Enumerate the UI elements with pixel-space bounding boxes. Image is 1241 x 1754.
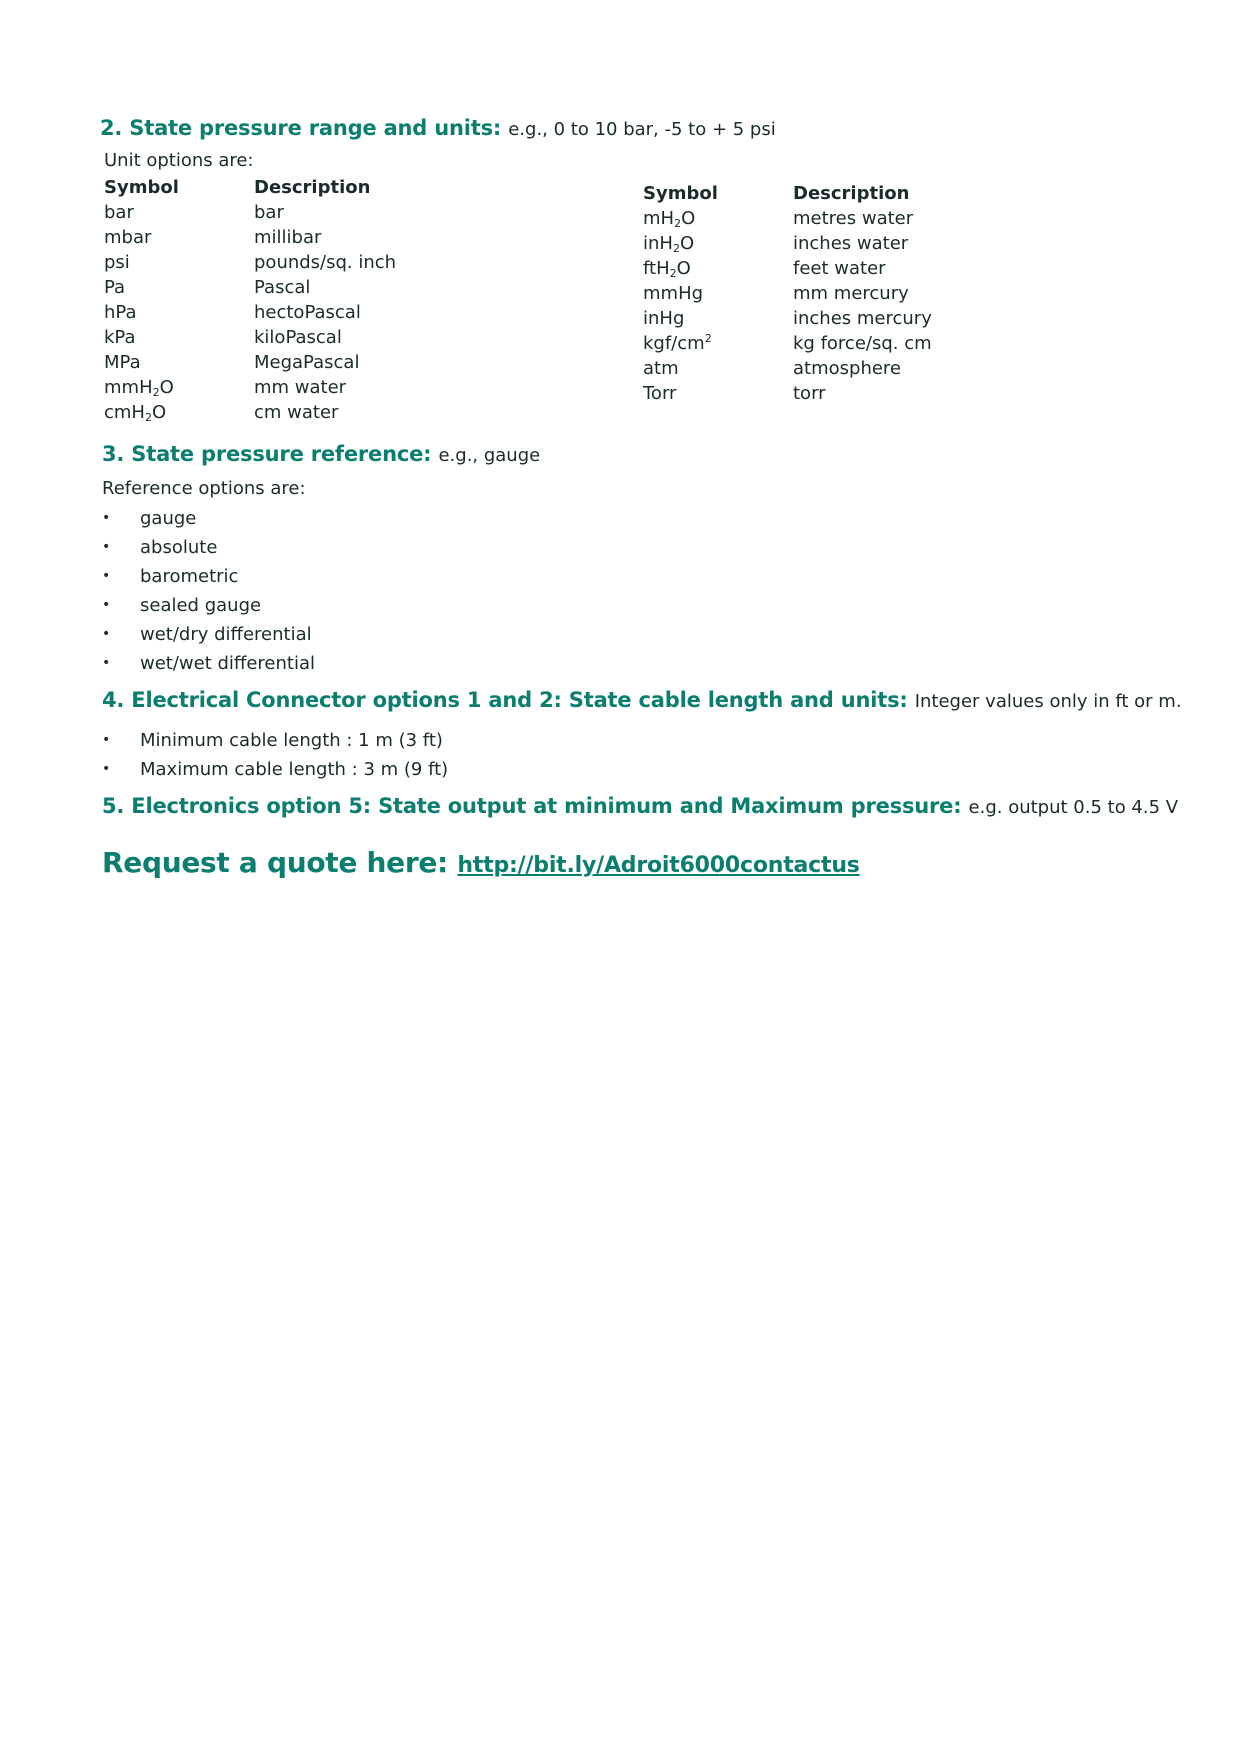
bullet-icon: • bbox=[102, 655, 111, 671]
unit-symbol-suffix: O bbox=[676, 258, 691, 279]
section5-example: e.g. output 0.5 to 4.5 V bbox=[968, 797, 1179, 818]
unit-symbol: kPa bbox=[104, 327, 136, 348]
unit-symbol-superscript: 2 bbox=[704, 332, 712, 345]
unit-description: atmosphere bbox=[793, 358, 901, 379]
list-item bbox=[102, 649, 315, 678]
list-item-text: gauge bbox=[140, 508, 197, 529]
unit-description: bar bbox=[254, 202, 284, 223]
bullet-icon: • bbox=[102, 626, 111, 642]
unit-row bbox=[643, 281, 1033, 306]
section2-example: e.g., 0 to 10 bar, -5 to + 5 psi bbox=[508, 119, 776, 140]
unit-symbol: inHg bbox=[643, 308, 685, 329]
unit-symbol: Torr bbox=[643, 383, 677, 404]
unit-row bbox=[104, 375, 494, 400]
list-item bbox=[102, 533, 315, 562]
unit-symbol: mmHg bbox=[643, 283, 704, 304]
bullet-icon: • bbox=[102, 568, 111, 584]
units-table-right-header bbox=[643, 181, 1033, 206]
list-item-text: wet/dry differential bbox=[140, 624, 312, 645]
unit-description: millibar bbox=[254, 227, 322, 248]
unit-symbol-base: mmH bbox=[104, 377, 153, 398]
bullet-icon: • bbox=[102, 597, 111, 613]
section2-heading bbox=[100, 116, 776, 140]
unit-description: mm water bbox=[254, 377, 347, 398]
list-item bbox=[102, 591, 315, 620]
unit-row bbox=[104, 200, 494, 225]
unit-description: hectoPascal bbox=[254, 302, 361, 323]
unit-row bbox=[643, 381, 1033, 406]
bullet-icon: • bbox=[102, 732, 111, 748]
unit-symbol-subscript: 2 bbox=[152, 386, 160, 399]
unit-row bbox=[104, 350, 494, 375]
unit-row bbox=[104, 250, 494, 275]
cable-length-list bbox=[102, 726, 448, 784]
unit-symbol bbox=[104, 400, 254, 425]
list-item-text: sealed gauge bbox=[140, 595, 262, 616]
list-item-text: wet/wet differential bbox=[140, 653, 315, 674]
section3-title: 3. State pressure reference: bbox=[102, 442, 432, 466]
list-item-text: barometric bbox=[140, 566, 239, 587]
list-item bbox=[102, 562, 315, 591]
unit-symbol: psi bbox=[104, 252, 130, 273]
unit-symbol-subscript: 2 bbox=[674, 217, 682, 230]
unit-symbol-base: ftH bbox=[643, 258, 670, 279]
unit-description: kg force/sq. cm bbox=[793, 333, 932, 354]
unit-description: cm water bbox=[254, 402, 339, 423]
unit-description: pounds/sq. inch bbox=[254, 252, 397, 273]
unit-row bbox=[104, 325, 494, 350]
section3-example: e.g., gauge bbox=[438, 445, 541, 466]
unit-description: kiloPascal bbox=[254, 327, 342, 348]
unit-row bbox=[104, 225, 494, 250]
reference-options-list bbox=[102, 504, 315, 678]
unit-symbol-suffix: O bbox=[159, 377, 174, 398]
quote-link[interactable]: http://bit.ly/Adroit6000contactus bbox=[457, 853, 860, 878]
bullet-icon: • bbox=[102, 761, 111, 777]
list-item bbox=[102, 726, 448, 755]
unit-row bbox=[643, 306, 1033, 331]
description-header: Description bbox=[254, 177, 371, 198]
section4-heading bbox=[102, 688, 1182, 712]
list-item bbox=[102, 755, 448, 784]
section3-heading bbox=[102, 442, 540, 466]
unit-symbol: MPa bbox=[104, 352, 141, 373]
unit-symbol bbox=[643, 206, 793, 231]
unit-description: MegaPascal bbox=[254, 352, 360, 373]
symbol-header: Symbol bbox=[643, 183, 718, 204]
unit-description: feet water bbox=[793, 258, 886, 279]
unit-symbol-suffix: O bbox=[679, 233, 695, 254]
unit-symbol-subscript: 2 bbox=[669, 267, 677, 280]
list-item-text: absolute bbox=[140, 537, 218, 558]
unit-row bbox=[643, 206, 1033, 231]
section5-title: 5. Electronics option 5: State output at minimum and Maximum pressure: bbox=[102, 794, 962, 818]
unit-symbol-base: inH bbox=[643, 233, 673, 254]
units-table-right bbox=[643, 181, 1033, 406]
unit-symbol: atm bbox=[643, 358, 679, 379]
unit-symbol bbox=[643, 256, 793, 281]
list-item bbox=[102, 620, 315, 649]
units-table-left bbox=[104, 175, 494, 425]
unit-symbol: bar bbox=[104, 202, 134, 223]
unit-description: metres water bbox=[793, 208, 914, 229]
quote-label: Request a quote here: bbox=[102, 846, 448, 879]
bullet-icon: • bbox=[102, 510, 111, 526]
bullet-icon: • bbox=[102, 539, 111, 555]
unit-row bbox=[643, 256, 1033, 281]
unit-symbol-suffix: O bbox=[151, 402, 167, 423]
unit-description: torr bbox=[793, 383, 826, 404]
unit-description: inches mercury bbox=[793, 308, 932, 329]
unit-symbol: Pa bbox=[104, 277, 126, 298]
unit-symbol-suffix: O bbox=[681, 208, 696, 229]
unit-description: inches water bbox=[793, 233, 909, 254]
unit-symbol-subscript: 2 bbox=[672, 242, 680, 255]
unit-row bbox=[104, 300, 494, 325]
section2-title: 2. State pressure range and units: bbox=[100, 116, 502, 140]
quote-line bbox=[102, 846, 860, 879]
unit-symbol bbox=[643, 231, 793, 256]
unit-row bbox=[643, 331, 1033, 356]
list-item-text: Minimum cable length : 1 m (3 ft) bbox=[140, 730, 443, 751]
unit-description: Pascal bbox=[254, 277, 311, 298]
section4-title: 4. Electrical Connector options 1 and 2: State cable length and units: bbox=[102, 688, 908, 712]
section5-heading bbox=[102, 794, 1178, 818]
list-item bbox=[102, 504, 315, 533]
unit-symbol bbox=[643, 331, 793, 356]
unit-symbol bbox=[104, 375, 254, 400]
unit-symbol: hPa bbox=[104, 302, 137, 323]
description-header: Description bbox=[793, 183, 910, 204]
unit-row bbox=[643, 356, 1033, 381]
unit-description: mm mercury bbox=[793, 283, 909, 304]
unit-symbol-base: mH bbox=[643, 208, 675, 229]
reference-options-intro: Reference options are: bbox=[102, 478, 306, 499]
unit-symbol-base: cmH bbox=[104, 402, 145, 423]
units-table-left-header bbox=[104, 175, 494, 200]
symbol-header: Symbol bbox=[104, 177, 179, 198]
unit-symbol: mbar bbox=[104, 227, 152, 248]
section4-note: Integer values only in ft or m. bbox=[914, 691, 1182, 712]
list-item-text: Maximum cable length : 3 m (9 ft) bbox=[140, 759, 449, 780]
unit-row bbox=[104, 400, 494, 425]
unit-row bbox=[104, 275, 494, 300]
unit-row bbox=[643, 231, 1033, 256]
unit-symbol-base: kgf/cm bbox=[643, 333, 705, 354]
unit-symbol-subscript: 2 bbox=[144, 411, 152, 424]
unit-options-intro: Unit options are: bbox=[104, 150, 254, 171]
